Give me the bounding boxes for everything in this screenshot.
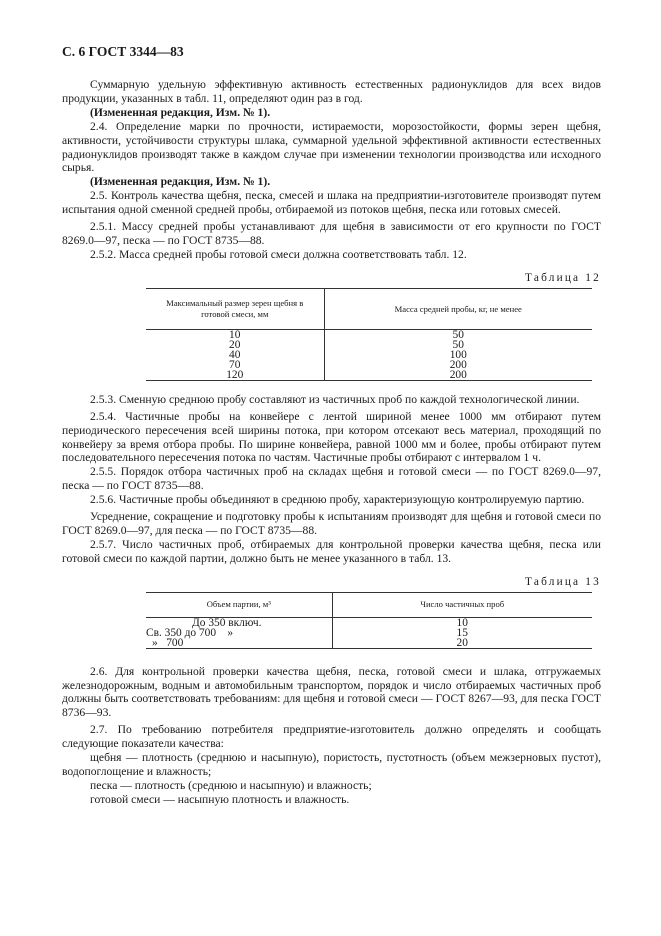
table-header-row — [146, 288, 592, 329]
table-cell: 15 — [332, 628, 592, 638]
paragraph: 2.5.5. Порядок отбора частичных проб на складах щебня и готовой смеси — по ГОСТ 8269.0—97, песка — по ГОСТ 8735—88. — [62, 465, 601, 493]
table-cell: 50 — [324, 329, 592, 340]
table-cell: 200 — [324, 370, 592, 381]
paragraph: 2.5. Контроль качества щебня, песка, смесей и шлака на предприятии-изготовителе производят путем испытания одной сменной средней пробы, отбираемой из потоков щебня, песка или готовых смесей. — [62, 189, 601, 217]
table-cell: 20 — [332, 638, 592, 649]
table-13 — [146, 592, 592, 649]
table-cell: До 350 включ. — [192, 616, 262, 629]
paragraph: 2.5.2. Масса средней пробы готовой смеси должна соответствовать табл. 12. — [90, 247, 467, 261]
paragraph: Усреднение, сокращение и подготовку пробы к испытаниям производят для щебня и готовой смеси по ГОСТ 8269.0—97, для песка — по ГОСТ 8735—88. — [62, 510, 601, 537]
amendment-label: (Измененная редакция, Изм. № 1). — [90, 175, 271, 189]
paragraph: 2.7. По требованию потребителя предприятие-изготовитель должно определять и сообщать следующие показатели качества: — [62, 723, 601, 751]
table-row — [146, 638, 592, 649]
paragraph: песка — плотность (среднюю и насыпную) и влажность; — [90, 778, 372, 792]
table-cell: Св. 350 до 700 » — [146, 626, 234, 639]
table-header-cell: Объем партии, м³ — [146, 592, 332, 617]
table-row — [146, 628, 592, 638]
table-cell: 200 — [324, 360, 592, 370]
paragraph: Суммарную удельную эффективную активность естественных радионуклидов для всех видов продукции, указанных в табл. 11, определяют один раз в год. — [62, 78, 601, 105]
table-row — [146, 350, 592, 360]
paragraph: 2.5.6. Частичные пробы объединяют в среднюю пробу, характеризующую контролируемую партию. — [90, 493, 585, 507]
table-row — [146, 360, 592, 370]
table-12 — [146, 288, 592, 381]
amendment-note — [62, 175, 601, 189]
paragraph: 2.5.3. Сменную среднюю пробу составляют из частичных проб по каждой технологической линии. — [90, 392, 580, 406]
paragraph: готовой смеси — насыпную плотность и влажность. — [90, 792, 350, 806]
table-header-cell: Число частичных проб — [332, 592, 592, 617]
table-cell: 10 — [229, 328, 241, 341]
amendment-note — [62, 106, 601, 120]
table-row — [146, 370, 592, 381]
amendment-label: (Измененная редакция, Изм. № 1). — [90, 105, 271, 119]
table-cell: 20 — [229, 338, 241, 351]
paragraph: щебня — плотность (среднюю и насыпную), пористость, пустотность (объем межзерновых пустот), водопоглощение и влажность; — [62, 751, 601, 778]
table-cell: 10 — [332, 617, 592, 628]
paragraph: 2.4. Определение марки по прочности, истираемости, морозостойкости, формы зерен щебня, активности, устойчивости структуры шлака, суммарной удельной эффективной активности естественных радионуклидов производят также в каждом случае при изменении технологии производства или исходного сырья. — [62, 119, 601, 175]
table-cell: 70 — [229, 358, 241, 371]
table-header-row — [146, 592, 592, 617]
table-cell: 40 — [229, 348, 241, 361]
table-cell: » 700 — [146, 638, 332, 649]
paragraph: 2.5.7. Число частичных проб, отбираемых для контрольной проверки качества щебня, песка или готовой смеси по каждой партии, должно быть не менее указанного в табл. 13. — [62, 537, 601, 565]
page-header: С. 6 ГОСТ 3344—83 — [62, 44, 184, 59]
table-cell: 100 — [324, 350, 592, 360]
table-row — [146, 329, 592, 340]
table-header-cell: Масса средней пробы, кг, не менее — [324, 288, 592, 329]
paragraph: 2.6. Для контрольной проверки качества щебня, песка, готовой смеси и шлака, отгружаемых железнодорожным, водным и автомобильным транспортом, порядок и число отбираемых частичных проб должны быть соответствовать требованиям: для щебня и готовой смеси — ГОСТ 8267—93, для песка ГОСТ 8736—93. — [62, 664, 601, 720]
paragraph: 2.5.1. Массу средней пробы устанавливают для щебня в зависимости от его крупности по ГОСТ 8269.0—97, песка — по ГОСТ 8735—88. — [62, 220, 601, 247]
table-13-caption: Таблица 13 — [525, 575, 601, 588]
table-12-caption: Таблица 12 — [525, 271, 601, 284]
table-row — [146, 340, 592, 350]
document-page — [62, 44, 601, 807]
table-cell: 120 — [146, 370, 324, 381]
table-header-cell: Максимальный размер зерен щебня в готовой смеси, мм — [146, 288, 324, 329]
table-cell: 50 — [324, 340, 592, 350]
paragraph: 2.5.4. Частичные пробы на конвейере с лентой шириной менее 1000 мм отбирают путем периодического пересечения всей ширины потока, при котором отсекают весь материал, проходящий по конвейеру за время отбора пробы. По ширине конвейера, равной 1000 мм и более, пробы отбирают путем последовательного пересечения потока по частям. Частичные пробы отбирают с интервалом 1 ч. — [62, 409, 601, 465]
